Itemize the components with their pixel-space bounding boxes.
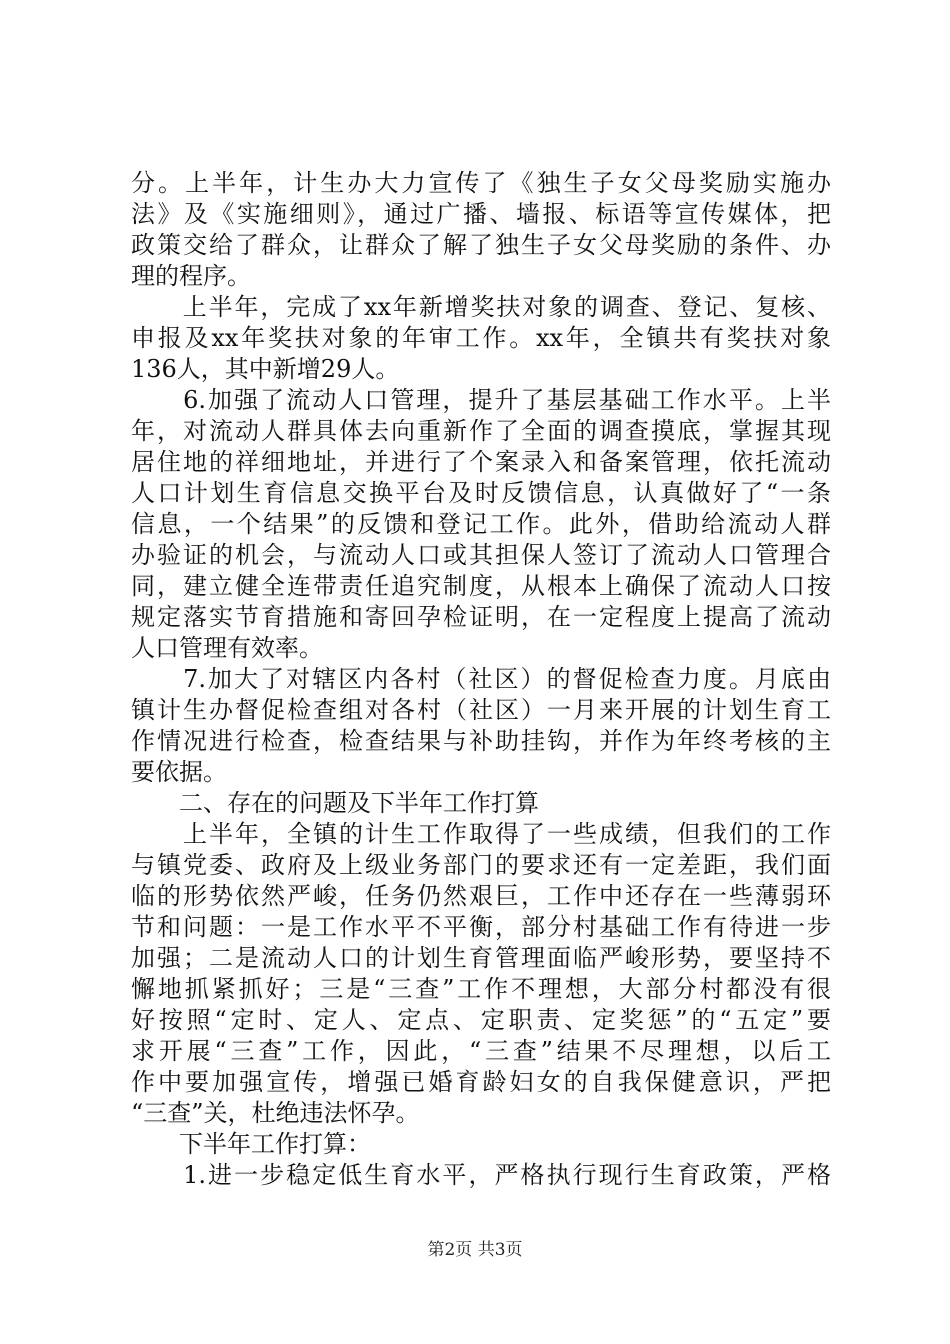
text-line: 1.进一步稳定低生育水平，严格执行现行生育政策，严格 bbox=[131, 1161, 831, 1189]
text-line: 要依据。 bbox=[131, 758, 227, 786]
text-line: 懈地抓紧抓好；三是“三查”工作不理想，大部分村都没有很 bbox=[131, 975, 831, 1003]
text-line: 136人，其中新增29人。 bbox=[131, 355, 400, 383]
text-line: 求开展“三查”工作，因此，“三查”结果不尽理想，以后工 bbox=[131, 1037, 831, 1065]
text-line: 信息，一个结果”的反馈和登记工作。此外，借助给流动人群 bbox=[131, 510, 831, 538]
text-line: 好按照“定时、定人、定点、定职责、定奖惩”的“五定”要 bbox=[131, 1006, 831, 1034]
text-line: 办验证的机会，与流动人口或其担保人签订了流动人口管理合 bbox=[131, 541, 831, 569]
text-line: 人口管理有效率。 bbox=[131, 634, 323, 662]
text-line: 分。上半年，计生办大力宣传了《独生子女父母奖励实施办 bbox=[131, 169, 831, 197]
text-line: “三查”关，杜绝违法怀孕。 bbox=[131, 1099, 420, 1127]
text-line: 人口计划生育信息交换平台及时反馈信息，认真做好了“一条 bbox=[131, 479, 831, 507]
text-line: 上半年，完成了xx年新增奖扶对象的调查、登记、复核、 bbox=[131, 293, 831, 321]
text-line: 作情况进行检查，检查结果与补助挂钩，并作为年终考核的主 bbox=[131, 727, 831, 755]
text-line: 理的程序。 bbox=[131, 262, 251, 290]
text-line: 加强；二是流动人口的计划生育管理面临严峻形势，要坚持不 bbox=[131, 944, 831, 972]
text-line: 政策交给了群众，让群众了解了独生子女父母奖励的条件、办 bbox=[131, 231, 831, 259]
text-line: 年，对流动人群具体去向重新作了全面的调查摸底，掌握其现 bbox=[131, 417, 831, 445]
text-line: 与镇党委、政府及上级业务部门的要求还有一定差距，我们面 bbox=[131, 851, 831, 879]
text-line: 临的形势依然严峻，任务仍然艰巨，工作中还存在一些薄弱环 bbox=[131, 882, 831, 910]
text-line: 规定落实节育措施和寄回孕检证明，在一定程度上提高了流动 bbox=[131, 603, 831, 631]
text-line: 申报及xx年奖扶对象的年审工作。xx年，全镇共有奖扶对象 bbox=[131, 324, 831, 352]
section-heading: 二、存在的问题及下半年工作打算 bbox=[131, 789, 539, 817]
text-line: 6.加强了流动人口管理，提升了基层基础工作水平。上半 bbox=[131, 386, 831, 414]
text-line: 作中要加强宣传，增强已婚育龄妇女的自我保健意识，严把 bbox=[131, 1068, 831, 1096]
text-line: 法》及《实施细则》，通过广播、墙报、标语等宣传媒体，把 bbox=[131, 200, 831, 228]
page-footer: 第2页 共3页 bbox=[427, 1240, 523, 1260]
text-line: 上半年，全镇的计生工作取得了一些成绩，但我们的工作 bbox=[131, 820, 831, 848]
text-line: 节和问题：一是工作水平不平衡，部分村基础工作有待进一步 bbox=[131, 913, 831, 941]
text-line: 7.加大了对辖区内各村（社区）的督促检查力度。月底由 bbox=[131, 665, 831, 693]
text-line: 居住地的祥细地址，并进行了个案录入和备案管理，依托流动 bbox=[131, 448, 831, 476]
text-line: 下半年工作打算： bbox=[131, 1130, 371, 1158]
text-line: 镇计生办督促检查组对各村（社区）一月来开展的计划生育工 bbox=[131, 696, 831, 724]
text-line: 同，建立健全连带责任追究制度，从根本上确保了流动人口按 bbox=[131, 572, 831, 600]
